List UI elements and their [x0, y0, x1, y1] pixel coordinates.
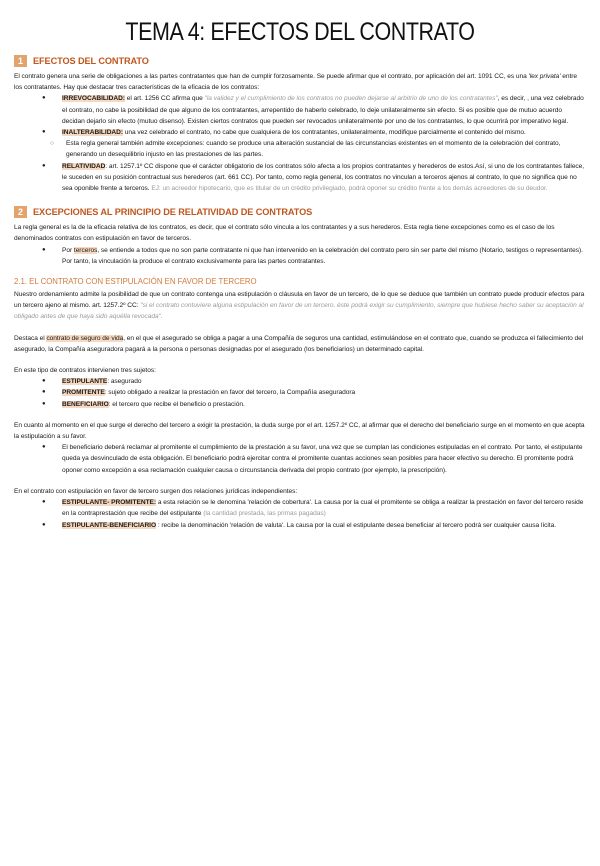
section-1-sublist [14, 138, 586, 160]
list-item-relacion-valuta: ● ESTIPULANTE-BENEFICIARIO : recibe la denominación 'relación de valuta'. La causa por la cual el estipulante desea beneficiar al tercero podrá ser cualquier causa lícita. [42, 520, 586, 531]
section-2-list [14, 245, 586, 267]
section-1-list [14, 93, 586, 138]
section-1-heading [14, 55, 586, 67]
section-2-title: EXCEPCIONES AL PRINCIPIO DE RELATIVIDAD DE CONTRATOS [33, 207, 313, 218]
beneficiario-list [14, 442, 586, 476]
list-item-beneficiario: ● BENEFICIARIO: el tercero que recibe el beneficio o prestación. [42, 399, 586, 410]
section-2-1-paragraph-3: En este tipo de contratos intervienen tres sujetos: [14, 367, 156, 375]
list-item-relatividad: ● RELATIVIDAD: art. 1257.1º CC dispone que el carácter obligatorio de los contratos sólo afecta a los propios contratantes y herederos de estos.Así, si uno de los contratantes fallece, le suceden en su posición contractual sus herederos (art. 661 CC). Por tanto, como regla general, los contratos no vinculan a terceros ajenos al contrato, lo que no significa que no sea oponible frente a terceros. EJ: un acreedor hipotecario, que es titular de un crédito privilegiado, podrá oponer su crédito frente a los demás acreedores de su deudor. [42, 161, 586, 195]
section-1-title: EFECTOS DEL CONTRATO [33, 56, 149, 66]
page-title: TEMA 4: EFECTOS DEL CONTRATO [125, 18, 475, 46]
section-2-intro: La regla general es la de la eficacia relativa de los contratos, es decir, que el contrato sólo vincula a los contratantes y a sus herederos. Esta regla tiene excepciones como es el caso de los denominados contratos con estipulación en favor de terceros. [14, 224, 555, 243]
section-1-number: 1 [14, 55, 27, 67]
document-page [0, 18, 600, 866]
section-2-1-paragraph-1: Nuestro ordenamiento admite la posibilidad de que un contrato contenga una estipulación o cláusula en favor de un tercero, de lo que se deduce que también un contrato puede producir efectos para un tercero ajeno al mismo. art. 1257.2º CC: "si el contrato contuviere alguna estipulación en favor de un tercero, éste podrá exigir su cumplimiento, siempre que hubiese hecho saber su aceptación al obligado antes de que haya sido aquélla revocada". [14, 291, 585, 321]
section-2-number: 2 [14, 206, 27, 218]
list-item-reclamacion: ● El beneficiario deberá reclamar al promitente el cumplimiento de la prestación a su favor, una vez que se cumplan las condiciones estipuladas en el contrato. Por tanto, el estipulante queda ya desvinculado de esta obligación. El beneficiario podrá ejercitar contra el promitente cuantas acciones sean posibles para hacer efectivo su derecho. El promitente podrá oponer como excepción a esa reclamación cualquier causa o circunstancia derivada del propio contrato (por ejemplo, la prescripción). [42, 442, 586, 476]
list-item-terceros: ● Por terceros, se entiende a todos que no son parte contratante ni que han intervenido en la celebración del contrato pero sin ser parte del mismo (Notario, testigos o representantes). Por tanto, la vinculación la produce el contrato exclusivamente para las partes contratantes. [42, 245, 586, 267]
section-2-1-paragraph-2: Destaca el contrato de seguro de vida, en el que el asegurado se obliga a pagar a una Compañía de seguros una cantidad, estimulándose en el contrato que, cuando se produzca el fallecimiento del asegurado, la Compañía aseguradora pagará a la persona o personas designadas por el asegurado (los beneficiarios) un determinado capital. [14, 334, 584, 353]
sujetos-list [14, 376, 586, 410]
section-2-1-title: 2.1. EL CONTRATO CON ESTIPULACIÓN EN FAVOR DE TERCERO [14, 277, 257, 287]
sublist-item-excepciones: ○ Esta regla general también admite excepciones: cuando se produce una alteración sustancial de las circunstancias existentes en el momento de la celebración del contrato, generando un desequilibrio injusto en las prestaciones de las partes. [50, 138, 586, 160]
section-2-1-paragraph-4: En cuanto al momento en el que surge el derecho del tercero a exigir la prestación, la duda surge por el art. 1257.2º CC, al afirmar que el derecho del beneficiario surge en el momento en que acepta la estipulación a su favor. [14, 421, 585, 441]
list-item-irrevocabilidad: ● IRREVOCABILIDAD: el art. 1256 CC afirma que "la validez y el cumplimiento de los contratos no pueden dejarse al arbitrio de uno de los contratantes", es decir, , una vez celebrado el contrato, no cabe la posibilidad de que alguno de los contratantes, arrepentido de haberlo celebrado, lo deje unilateralmente sin efecto. Si es posible que de mutuo acuerdo decidan dejarlo sin efecto (mutuo disenso). Existen ciertos contratos que pueden ser revocados unilateralmente por uno de los contratantes, lo que ocurrirá por imperativo legal. [42, 93, 586, 127]
section-2-1-paragraph-5: En el contrato con estipulación en favor de tercero surgen dos relaciones jurídicas independientes: [14, 487, 298, 495]
list-item-relacion-cobertura: ● ESTIPULANTE- PROMITENTE: a esta relación se le denomina 'relación de cobertura'. La causa por la cual el promitente se obliga a realizar la prestación en favor del tercero reside en la contraprestación que recibe del estipulante (la cantidad prestada, las primas pagadas) [42, 497, 586, 519]
section-1-list-cont [14, 161, 586, 195]
list-item-inalterabilidad: ● INALTERABILIDAD: una vez celebrado el contrato, no cabe que cualquiera de los contratantes, unilateralmente, modifique parcialmente el contenido del mismo. [42, 127, 586, 138]
list-item-promitente: ● PROMITENTE: sujeto obligado a realizar la prestación en favor del tercero, la Compañía aseguradora [42, 387, 586, 398]
list-item-estipulante: ● ESTIPULANTE: asegurado [42, 376, 586, 387]
relaciones-list [14, 497, 586, 531]
section-2-heading [14, 206, 586, 218]
section-1-intro: El contrato genera una serie de obligaciones a las partes contratantes que han de cumplir forzosamente. Se puede afirmar que el contrato, por aplicación del art. 1091 CC, es una 'lex privata' entre los contratantes. Hay que destacar tres características de la eficacia de los contratos: [14, 73, 578, 92]
